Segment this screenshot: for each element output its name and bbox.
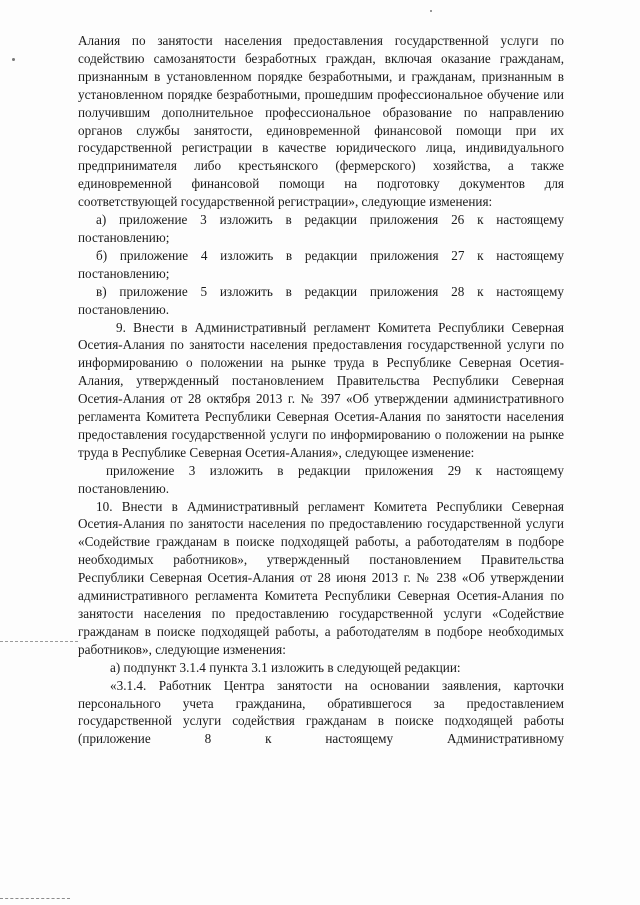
- paragraph-10a: а) подпункт 3.1.4 пункта 3.1 изложить в следующей редакции:: [110, 659, 461, 675]
- paragraph-10: 10. Внести в Административный регламент Комитета Республики Северная Осетия-Алания по занятости населения по предоставлению государственной услуги «Содействие гражданам в поиске подходящей работы, а работодателям в подборе необходимых работников», утвержденный постановлением Правительства Республики Северная Осетия-Алания от 28 июня 2013 г. № 238 «Об утверждении административного регламента Комитета Республики Северная Осетия-Алания по занятости населения по предоставлению государственной услуги «Содействие гражданам в поиске подходящей работы, а работодателям в подборе необходимых работников», следующие изменения:: [78, 498, 564, 657]
- paragraph-8b: б) приложение 4 изложить в редакции приложения 27 к настоящему постановлению;: [78, 247, 564, 281]
- paragraph-3-1-4: «3.1.4. Работник Центра занятости на основании заявления, карточки персонального учета гражданина, обратившегося за предоставлением государственной услуги содействия гражданам в поиске подходящей работы (приложение 8 к настоящему Административному: [78, 677, 564, 747]
- scan-speck: [12, 58, 15, 61]
- scan-speck: [430, 10, 432, 12]
- document-body: [78, 32, 564, 748]
- scan-artifact-line: [0, 641, 78, 642]
- paragraph-8c: в) приложение 5 изложить в редакции приложения 28 к настоящему постановлению.: [78, 283, 564, 317]
- paragraph-8-continuation: Алания по занятости населения предоставления государственной услуги по содействию самозанятости безработных граждан, включая оказание гражданам, признанным в установленном порядке безработными, и гражданам, признанным в установленном порядке безработными, прошедшим профессиональное обучение или получившим дополнительное профессиональное образование по направлению органов службы занятости, единовременной финансовой помощи при их государственной регистрации в качестве юридического лица, индивидуального предпринимателя либо крестьянского (фермерского) хозяйства, а также единовременной финансовой помощи на подготовку документов для соответствующей государственной регистрации», следующие изменения:: [78, 33, 564, 210]
- paragraph-9: 9. Внести в Административный регламент Комитета Республики Северная Осетия-Алания по занятости населения предоставления государственной услуги по информированию о положении на рынке труда в Республике Северная Осетия-Алания, утвержденный постановлением Правительства Республики Северная Осетия-Алания от 28 октября 2013 г. № 397 «Об утверждении административного регламента Комитета Республики Северная Осетия-Алания по занятости населения предоставления государственной услуги по информированию о положении на рынке труда в Республике Северная Осетия-Алания», следующее изменение:: [78, 319, 564, 460]
- paragraph-9-change: приложение 3 изложить в редакции приложения 29 к настоящему постановлению.: [78, 462, 564, 496]
- scan-artifact-bottom-line: [0, 898, 70, 899]
- paragraph-8a: а) приложение 3 изложить в редакции приложения 26 к настоящему постановлению;: [78, 212, 564, 245]
